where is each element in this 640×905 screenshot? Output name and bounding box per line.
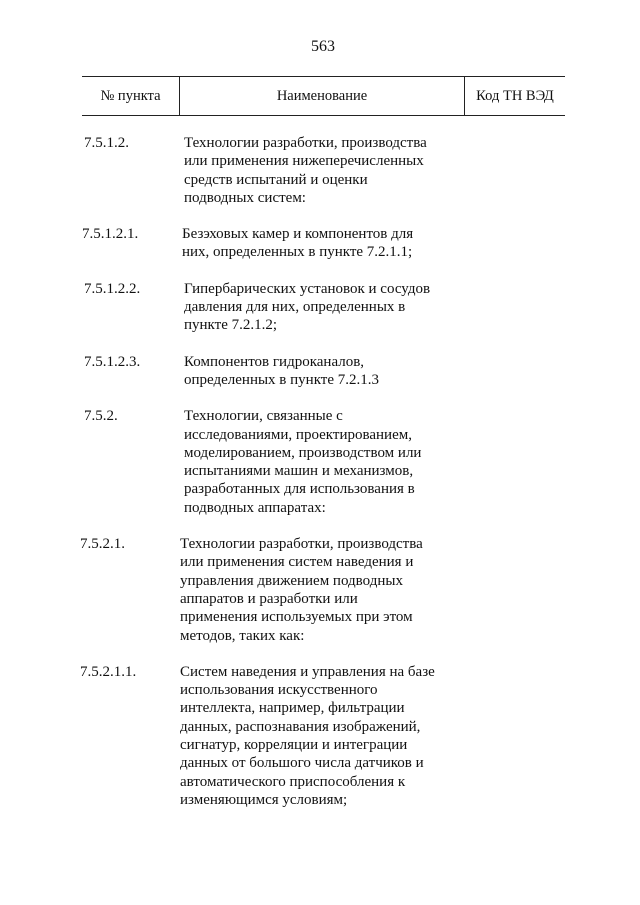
item-name: Систем наведения и управления на базе использования искусственного интеллекта, например, фильтрации данных, распознавания изображений, сигнатур, корреляции и интеграции данных от большого числа датчиков и автоматического приспособления к изменяющимся условиям; bbox=[180, 663, 435, 808]
item-number: 7.5.2.1.1. bbox=[80, 663, 137, 680]
table-row bbox=[0, 663, 640, 809]
table-row bbox=[0, 407, 640, 517]
item-number: 7.5.1.2. bbox=[84, 135, 129, 151]
table-header bbox=[82, 76, 565, 116]
table-row bbox=[0, 134, 640, 207]
table-body bbox=[0, 134, 640, 827]
column-header-name: Наименование bbox=[180, 77, 465, 115]
item-name: Компонентов гидроканалов, определенных в пункте 7.2.1.3 bbox=[184, 353, 379, 388]
item-name: Безэховых камер и компонентов для них, определенных в пункте 7.2.1.1; bbox=[182, 226, 414, 261]
item-number: 7.5.2. bbox=[84, 408, 118, 425]
item-number: 7.5.2.1. bbox=[80, 536, 125, 553]
table-row bbox=[0, 353, 640, 390]
column-header-item-number: № пункта bbox=[82, 77, 180, 115]
item-name: Технологии, связанные с исследованиями, проектированием, моделированием, производством или испытаниями машин и механизмов, разработанных для использования в подводных аппаратах: bbox=[184, 408, 422, 516]
table-row bbox=[0, 535, 640, 645]
item-name: Технологии разработки, производства или применения нижеперечисленных средств испытаний и оценки подводных систем: bbox=[184, 135, 427, 206]
item-number: 7.5.1.2.3. bbox=[84, 353, 141, 370]
column-header-customs-code: Код ТН ВЭД bbox=[476, 87, 554, 104]
table-row bbox=[0, 280, 640, 335]
item-number: 7.5.1.2.2. bbox=[84, 280, 141, 297]
item-name: Гипербарических установок и сосудов давления для них, определенных в пункте 7.2.1.2; bbox=[184, 280, 431, 334]
table-row bbox=[0, 225, 640, 262]
page-number: 563 bbox=[311, 38, 335, 55]
item-number: 7.5.1.2.1. bbox=[82, 226, 139, 243]
item-name: Технологии разработки, производства или применения систем наведения и управления движением подводных аппаратов и разработки или применения используемых при этом методов, таких как: bbox=[180, 536, 423, 644]
